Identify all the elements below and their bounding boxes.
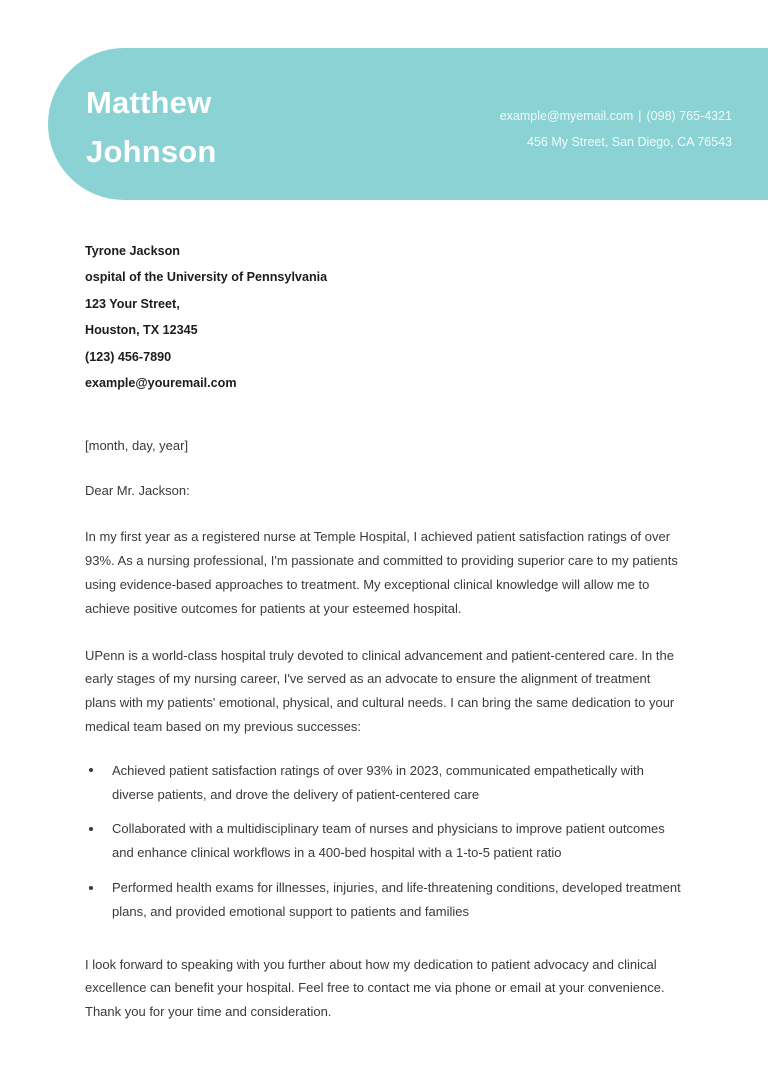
list-item-text: Performed health exams for illnesses, injuries, and life-threatening conditions, developed treatment plans, and provided emotional support to patients and families	[112, 880, 681, 919]
recipient-email: example@youremail.com	[85, 376, 237, 391]
recipient-organization: ospital of the University of Pennsylvania	[85, 270, 328, 285]
recipient-address-block	[85, 238, 685, 396]
bullet-point-icon	[89, 768, 93, 772]
bullet-point-icon	[89, 886, 93, 890]
letter-salutation: Dear Mr. Jackson:	[85, 483, 190, 499]
header-inner	[48, 48, 768, 200]
applicant-last-name: Johnson	[86, 134, 217, 169]
applicant-name	[86, 78, 217, 176]
achievement-list	[85, 759, 685, 924]
recipient-street: 123 Your Street,	[85, 296, 180, 311]
bullet-point-icon	[89, 827, 93, 831]
header-banner	[48, 48, 768, 200]
letter-date: [month, day, year]	[85, 438, 189, 454]
contact-separator: |	[638, 109, 642, 123]
applicant-email: example@myemail.com	[499, 109, 634, 123]
list-item	[85, 759, 685, 807]
applicant-phone: (098) 765-4321	[646, 109, 732, 123]
list-item-text: Achieved patient satisfaction ratings of over 93% in 2023, communicated empathetically with diverse patients, and drove the delivery of patient-centered care	[112, 762, 644, 802]
letter-paragraph-2: UPenn is a world-class hospital truly devoted to clinical advancement and patient-centered care. In the early stages of my nursing career, I've served as an advocate to ensure the alignment of treatment plans with my patients' emotional, physical, and cultural needs. I can bring the same dedication to your medical team based on my previous successes:	[85, 647, 675, 735]
applicant-contact-info	[500, 103, 732, 155]
applicant-first-name: Matthew	[86, 85, 212, 120]
letter-paragraph-1: In my first year as a registered nurse at Temple Hospital, I achieved patient satisfaction ratings of over 93%. As a nursing professional, I'm passionate and committed to providing superior care to my patients using evidence-based approaches to treatment. My exceptional clinical knowledge will allow me to achieve positive outcomes for patients at your esteemed hospital.	[85, 529, 678, 616]
recipient-city-state-zip: Houston, TX 12345	[85, 323, 198, 338]
letter-closing-paragraph: I look forward to speaking with you further about how my dedication to patient advocacy and clinical excellence can benefit your hospital. Feel free to contact me via phone or email at your convenience. Thank you for your time and consideration.	[85, 956, 665, 1020]
recipient-name: Tyrone Jackson	[85, 244, 180, 258]
list-item	[85, 817, 685, 865]
applicant-address: 456 My Street, San Diego, CA 76543	[527, 135, 732, 149]
list-item	[85, 876, 685, 924]
list-item-text: Collaborated with a multidisciplinary team of nurses and physicians to improve patient outcomes and enhance clinical workflows in a 400-bed hospital with a 1-to-5 patient ratio	[112, 821, 665, 861]
recipient-phone: (123) 456-7890	[85, 349, 172, 364]
contact-email-phone-line	[500, 103, 732, 129]
letter-body	[85, 238, 685, 1037]
